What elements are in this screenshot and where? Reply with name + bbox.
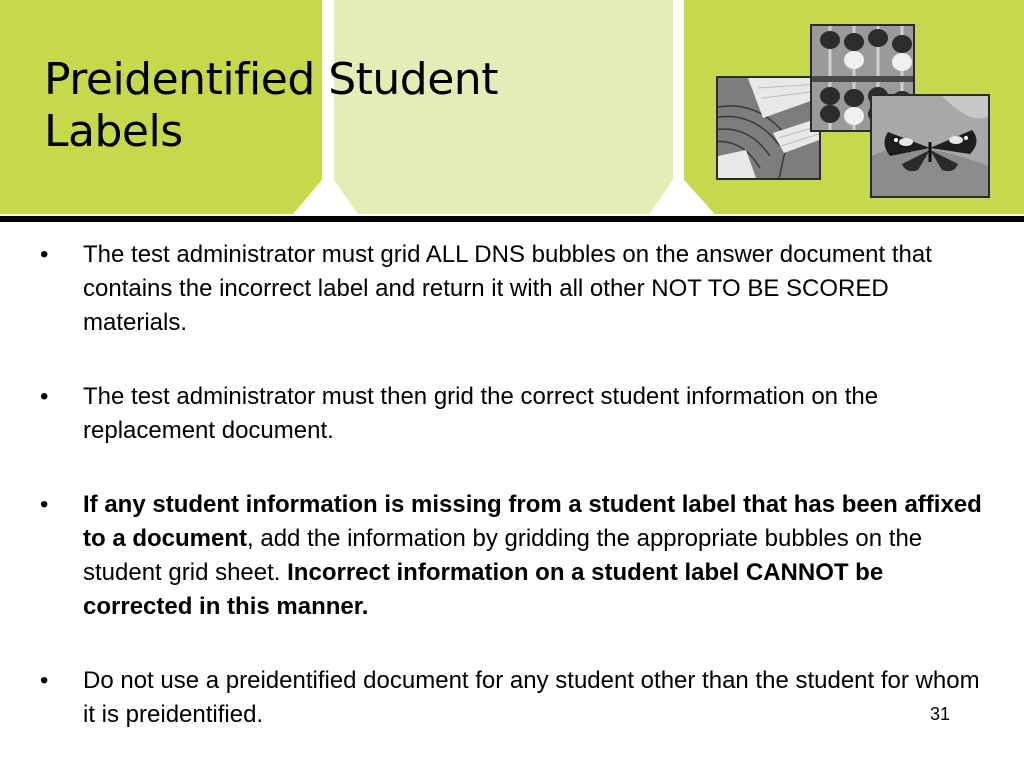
bullet-item — [40, 380, 990, 448]
bullet-text: , add the information by gridding the appropriate bubbles on the student grid sheet. — [83, 525, 923, 586]
header-divider — [0, 216, 1024, 222]
butterfly-photo — [870, 94, 990, 198]
bullet-text: Do not use a preidentified document for any student other than the student for whom it is preidentified. — [83, 667, 980, 728]
books-photo — [716, 76, 821, 180]
bullet-text: The test administrator must then grid the correct student information on the replacement document. — [83, 383, 879, 444]
bullet-item — [40, 238, 990, 340]
bullet-item — [40, 488, 990, 624]
bullet-text: The test administrator must grid ALL DNS bubbles on the answer document that contains the incorrect label and return it with all other NOT TO BE SCORED materials. — [83, 241, 932, 336]
photo-collage — [710, 18, 995, 200]
slide-title-line-2: Labels — [44, 106, 183, 157]
bullet-bold-text: Incorrect information on a student label CANNOT be corrected in this manner. — [83, 559, 884, 620]
slide-title — [44, 54, 498, 158]
slide-header — [0, 0, 1024, 222]
bullet-bold-text: If any student information is missing from a student label that has been affixed to a document — [83, 491, 982, 552]
bullet-list — [40, 238, 990, 772]
slide-title-line-1: Preidentified Student — [44, 54, 498, 105]
page-number: 31 — [930, 704, 951, 724]
bullet-item — [40, 664, 990, 732]
